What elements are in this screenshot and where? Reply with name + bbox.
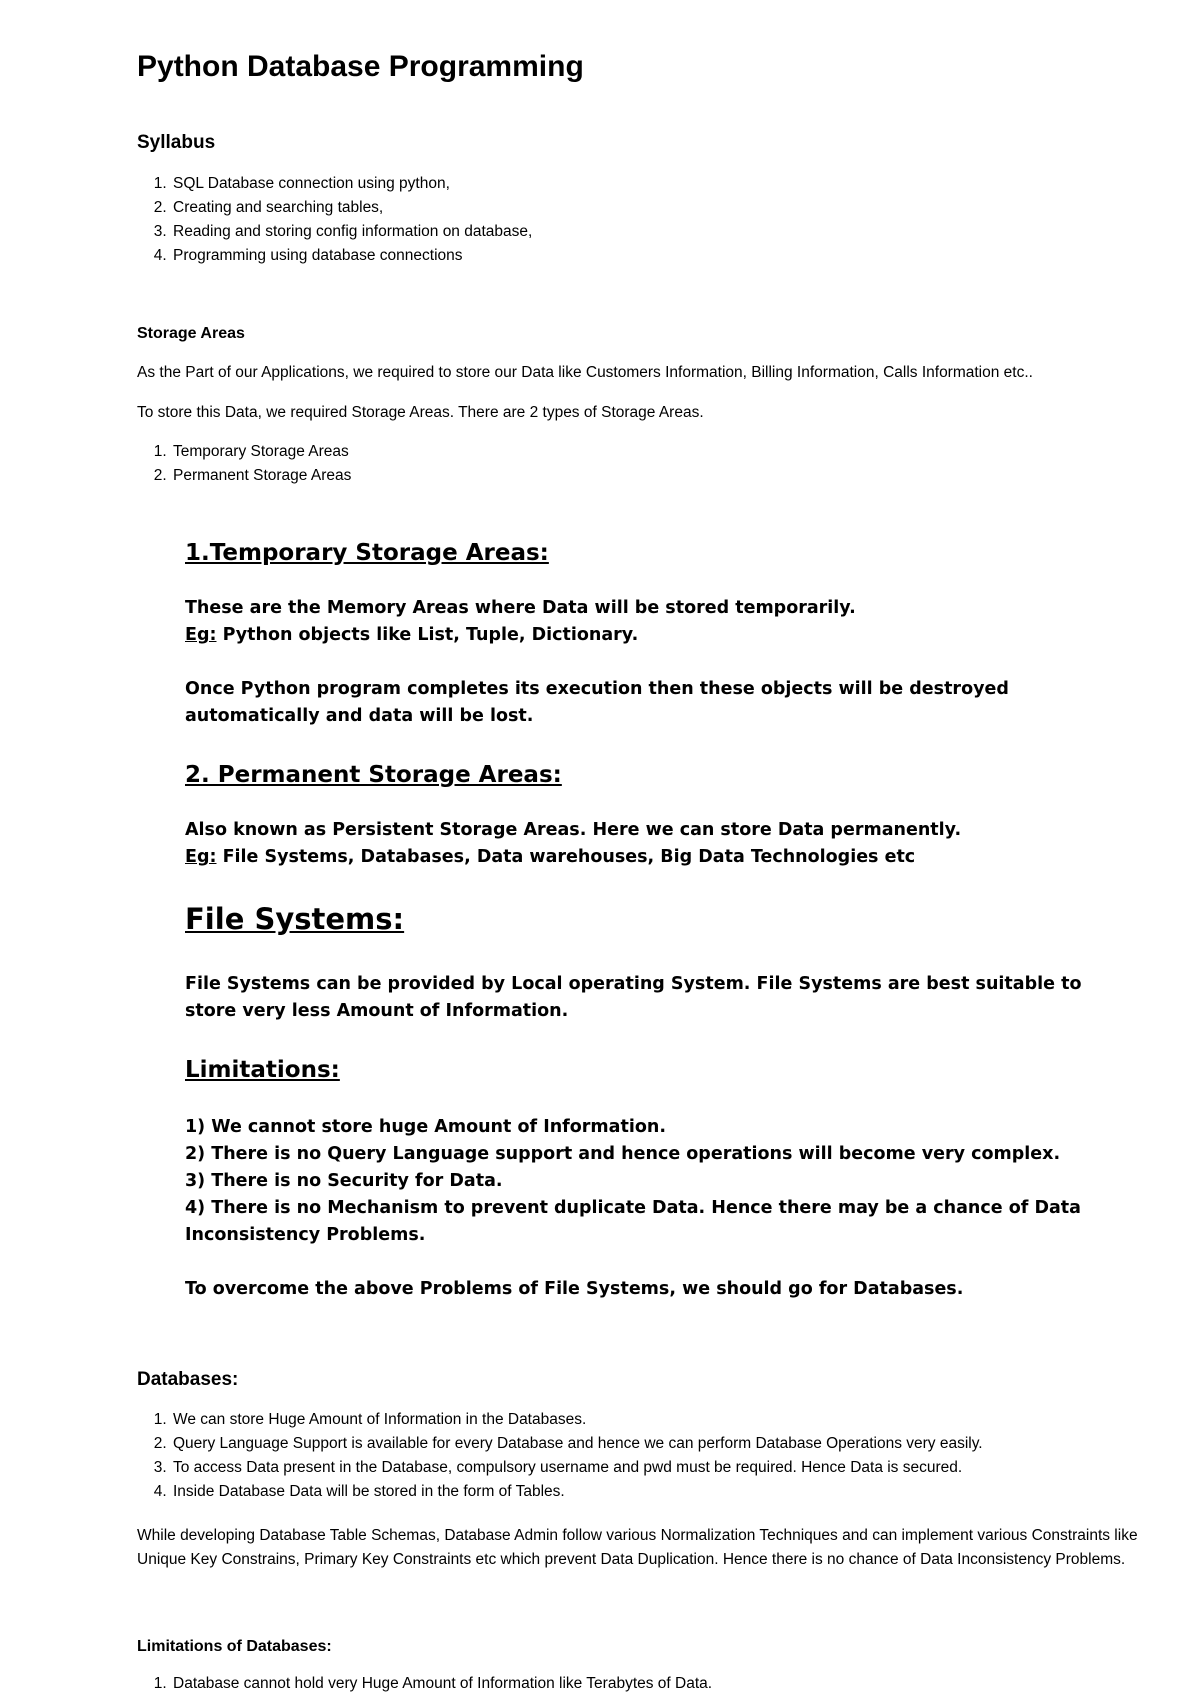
databases-paragraph: While developing Database Table Schemas, Database Admin follow various Normalization Techniques and can implement various Constraints like Unique Key Constrains, Primary Key Constraints etc which prevent Data Duplication. Hence there is no chance of Data Inconsistency Problems. bbox=[137, 1527, 1138, 1568]
list-item: 2. Permanent Storage Areas bbox=[171, 464, 351, 488]
file-systems-heading: File Systems: bbox=[185, 902, 405, 936]
storage-types-list bbox=[137, 440, 351, 488]
limitation-3: 3) There is no Security for Data. bbox=[185, 1171, 503, 1191]
storage-areas-heading: Storage Areas bbox=[137, 325, 245, 342]
limitations-of-databases-heading: Limitations of Databases: bbox=[137, 1638, 332, 1655]
temporary-storage-heading: 1.Temporary Storage Areas: bbox=[185, 540, 549, 566]
limitation-2: 2) There is no Query Language support and hence operations will become very complex. bbox=[185, 1144, 1061, 1164]
limitations-heading: Limitations: bbox=[185, 1057, 340, 1083]
file-systems-text: File Systems can be provided by Local operating System. File Systems are best suitable to store very less Amount of Information. bbox=[185, 974, 1082, 1021]
list-item: 1. SQL Database connection using python, bbox=[171, 172, 532, 196]
permanent-storage-example-text: File Systems, Databases, Data warehouses, Big Data Technologies etc bbox=[216, 847, 916, 867]
eg-label: Eg: bbox=[185, 625, 217, 645]
permanent-storage-text: Also known as Persistent Storage Areas. Here we can store Data permanently. bbox=[185, 820, 962, 840]
temporary-storage-text: These are the Memory Areas where Data will be stored temporarily. bbox=[185, 598, 856, 618]
eg-label: Eg: bbox=[185, 847, 217, 867]
list-item: 1. Database cannot hold very Huge Amount of Information like Terabytes of Data. bbox=[171, 1672, 712, 1696]
list-item: 3. To access Data present in the Database, compulsory username and pwd must be required. Hence Data is secured. bbox=[171, 1456, 983, 1480]
limitation-1: 1) We cannot store huge Amount of Information. bbox=[185, 1117, 666, 1137]
storage-paragraph-2: To store this Data, we required Storage Areas. There are 2 types of Storage Areas. bbox=[137, 404, 704, 421]
list-item: 1. We can store Huge Amount of Information in the Databases. bbox=[171, 1408, 983, 1432]
list-item: 2. Query Language Support is available for every Database and hence we can perform Database Operations very easily. bbox=[171, 1432, 983, 1456]
databases-heading: Databases: bbox=[137, 1369, 239, 1390]
temporary-storage-example bbox=[185, 622, 1095, 649]
permanent-storage-example bbox=[185, 844, 1095, 871]
overcome-text: To overcome the above Problems of File Systems, we should go for Databases. bbox=[185, 1279, 964, 1299]
list-item: 1. Temporary Storage Areas bbox=[171, 440, 351, 464]
syllabus-heading: Syllabus bbox=[137, 132, 216, 153]
syllabus-list bbox=[137, 172, 532, 268]
limitations-of-databases-list bbox=[137, 1672, 712, 1696]
page-title: Python Database Programming bbox=[137, 50, 584, 83]
temporary-storage-example-text: Python objects like List, Tuple, Dictionary. bbox=[216, 625, 639, 645]
databases-list bbox=[137, 1408, 983, 1504]
storage-paragraph-1: As the Part of our Applications, we required to store our Data like Customers Information, Billing Information, Calls Information etc.. bbox=[137, 364, 1033, 381]
list-item: 4. Programming using database connections bbox=[171, 244, 532, 268]
list-item: 4. Inside Database Data will be stored in the form of Tables. bbox=[171, 1480, 983, 1504]
list-item: 2. Creating and searching tables, bbox=[171, 196, 532, 220]
list-item: 3. Reading and storing config information on database, bbox=[171, 220, 532, 244]
limitation-4: 4) There is no Mechanism to prevent duplicate Data. Hence there may be a chance of Data Inconsistency Problems. bbox=[185, 1198, 1081, 1245]
permanent-storage-heading: 2. Permanent Storage Areas: bbox=[185, 762, 562, 788]
temporary-storage-note: Once Python program completes its execution then these objects will be destroyed automatically and data will be lost. bbox=[185, 679, 1009, 726]
